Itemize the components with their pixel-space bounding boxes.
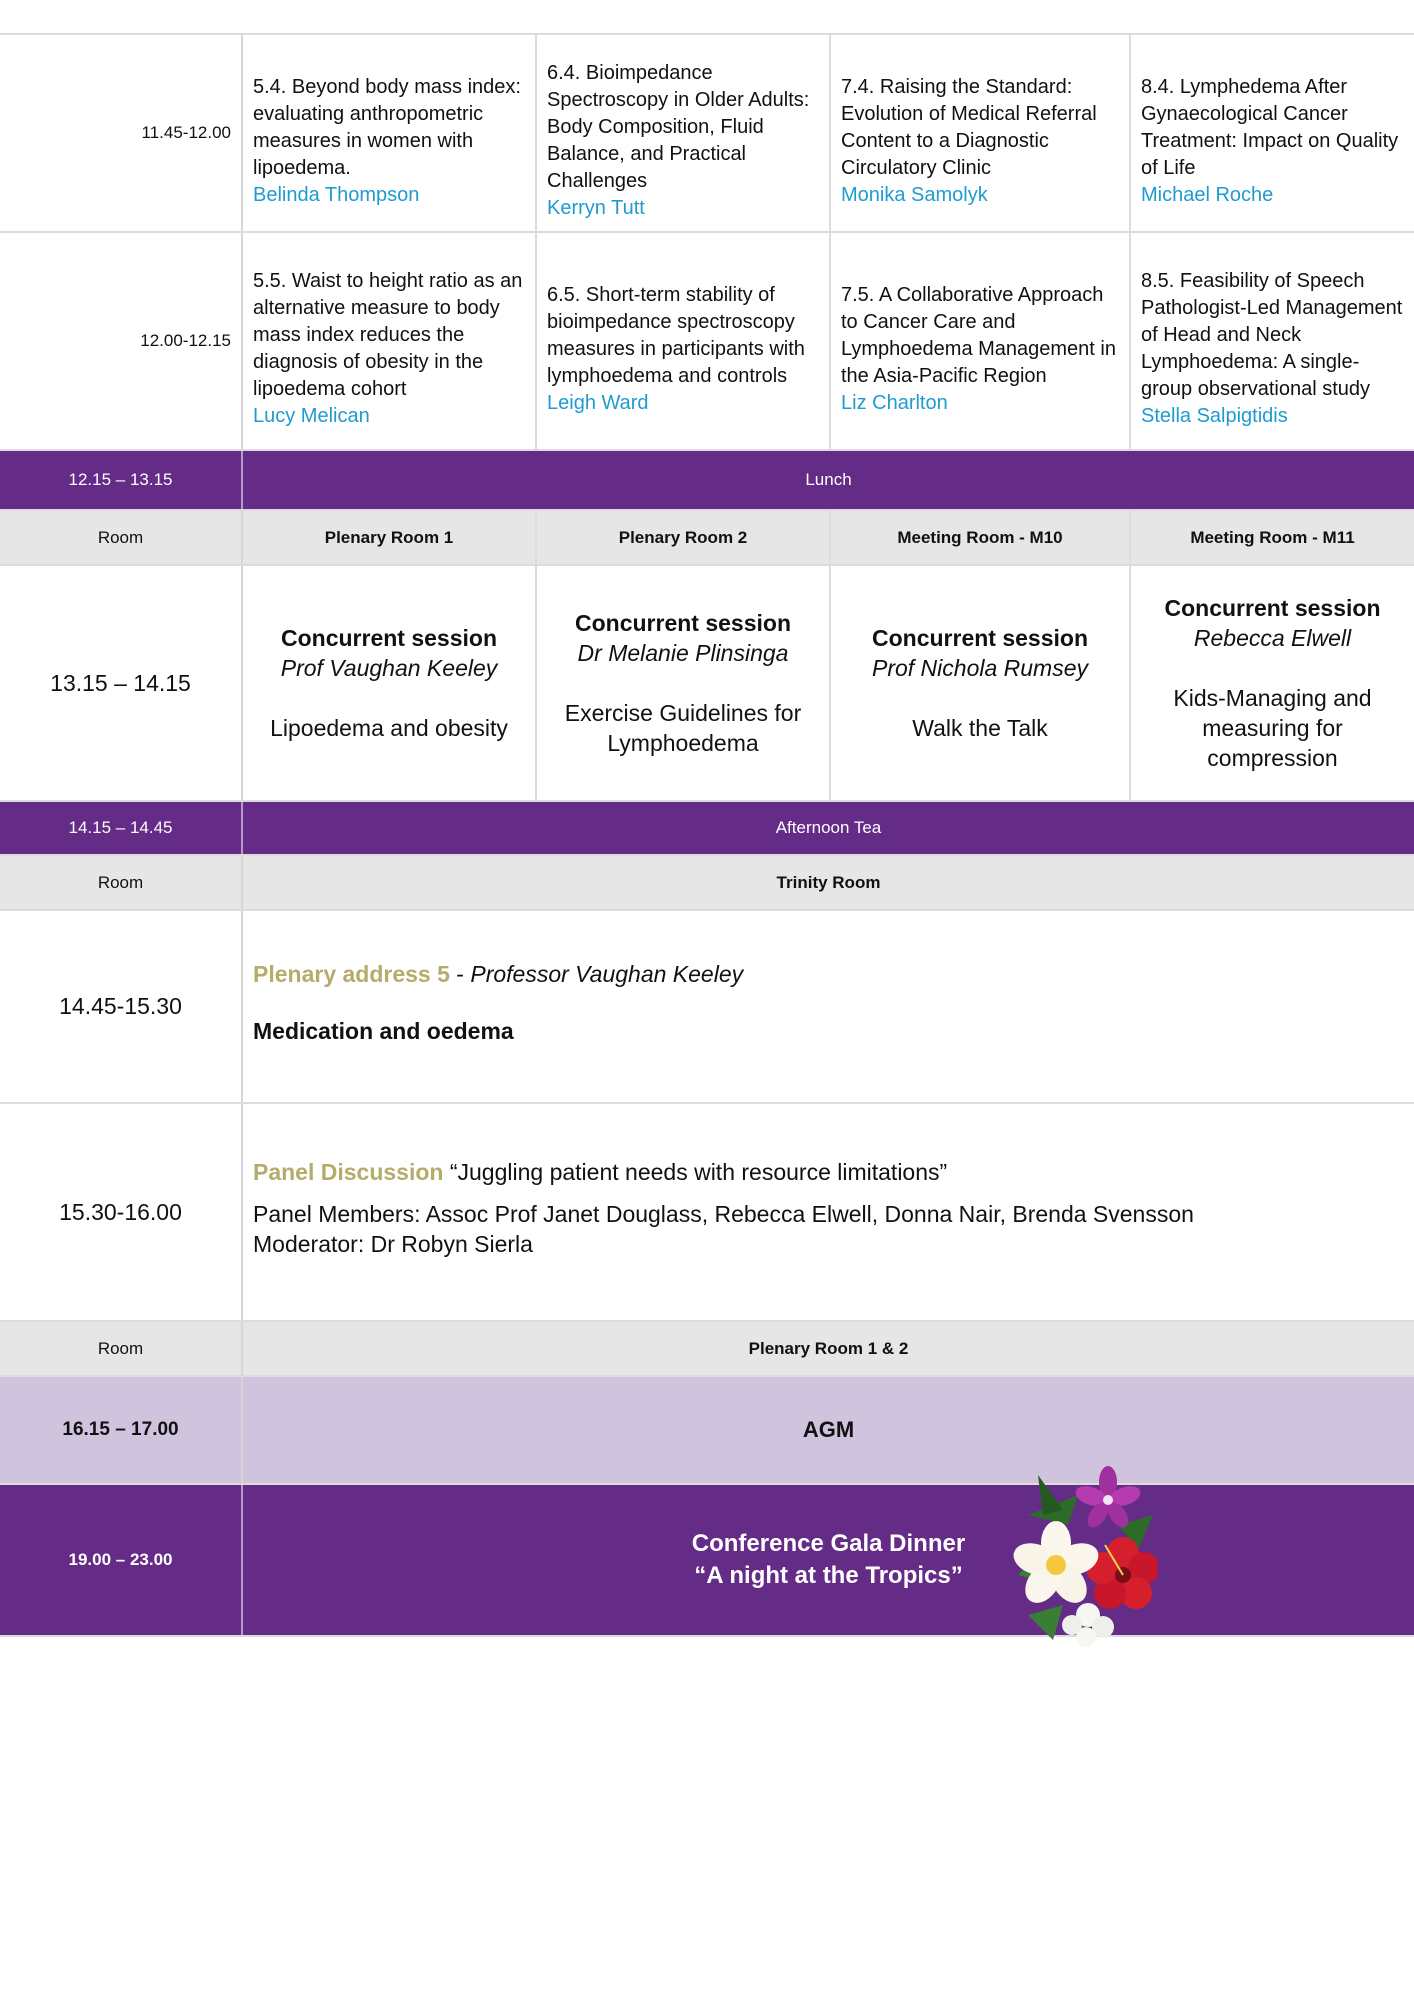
time-cell: 15.30-16.00 (0, 1104, 243, 1320)
session-cell (243, 35, 537, 231)
concurrent-cell (537, 566, 831, 800)
session-topic: Kids-Managing and measuring for compression (1173, 685, 1372, 771)
agm-row (0, 1377, 1414, 1485)
panel-quote: “Juggling patient needs with resource limitations” (443, 1159, 948, 1185)
gala-cell (243, 1485, 1414, 1635)
talk-title: 6.5. Short-term stability of bioimpedance spectroscopy measures in participants with lymphoedema and controls (547, 283, 805, 387)
speaker-name: Monika Samolyk (841, 183, 988, 206)
room-header-row (0, 856, 1414, 911)
gala-subtitle: “A night at the Tropics” (694, 1562, 963, 1589)
speaker-name: Lucy Melican (253, 405, 370, 427)
gala-row (0, 1485, 1414, 1637)
session-cell (831, 35, 1131, 231)
panel-members: Panel Members: Assoc Prof Janet Douglass, Rebecca Elwell, Donna Nair, Brenda Svensson (253, 1201, 1194, 1227)
room-name: Plenary Room 1 & 2 (748, 1338, 909, 1358)
session-cell (537, 233, 831, 449)
room-name: Plenary Room 2 (537, 511, 831, 564)
speaker-name: Liz Charlton (841, 391, 948, 414)
session-cell (243, 233, 537, 449)
talk-row-1145 (0, 33, 1414, 233)
session-cell (1131, 233, 1414, 449)
room-label: Room (0, 1322, 243, 1375)
time-cell: 19.00 – 23.00 (0, 1485, 243, 1635)
concurrent-cell (1131, 566, 1414, 800)
session-topic: Walk the Talk (912, 715, 1048, 741)
speaker-name: Belinda Thompson (253, 183, 420, 206)
lunch-bar (0, 451, 1414, 511)
panel-label: Panel Discussion (253, 1159, 444, 1185)
talk-title: 8.5. Feasibility of Speech Pathologist-Led Management of Head and Neck Lymphoedema: A single-group observational study (1141, 270, 1403, 400)
speaker-name: Stella Salpigtidis (1141, 405, 1288, 427)
room-header-row (0, 511, 1414, 566)
concurrent-cell (831, 566, 1131, 800)
plenary-label: Plenary address 5 (253, 961, 450, 987)
break-label: Afternoon Tea (775, 818, 882, 837)
program-schedule (0, 33, 1414, 1637)
room-name: Meeting Room - M10 (831, 511, 1131, 564)
talk-title: 5.5. Waist to height ratio as an alternative measure to body mass index reduces the diagnosis of obesity in the lipoedema cohort (253, 270, 523, 400)
session-cell (537, 35, 831, 231)
concurrent-row (0, 566, 1414, 802)
plenary-title: Medication and oedema (253, 1018, 514, 1044)
time-cell: 12.15 – 13.15 (0, 451, 243, 509)
time-cell: 16.15 – 17.00 (0, 1377, 243, 1483)
room-name: Trinity Room (776, 872, 881, 892)
tropical-flowers-image (1008, 1455, 1158, 1655)
time-cell: 11.45-12.00 (0, 35, 243, 231)
chair-name: Dr Melanie Plinsinga (577, 640, 789, 666)
time-cell: 14.45-15.30 (0, 911, 243, 1102)
talk-title: 5.4. Beyond body mass index: evaluating anthropometric measures in women with lipoedema. (253, 75, 521, 179)
chair-name: Prof Vaughan Keeley (280, 655, 498, 681)
room-header-row (0, 1322, 1414, 1377)
speaker-name: Michael Roche (1141, 183, 1274, 206)
concurrent-cell (243, 566, 537, 800)
hibiscus-flower (1086, 1537, 1158, 1609)
plenary-row (0, 911, 1414, 1104)
talk-title: 7.4. Raising the Standard: Evolution of Medical Referral Content to a Diagnostic Circulatory Clinic (841, 75, 1097, 179)
panel-moderator: Moderator: Dr Robyn Sierla (253, 1231, 533, 1257)
talk-title: 8.4. Lymphedema After Gynaecological Cancer Treatment: Impact on Quality of Life (1141, 75, 1399, 179)
session-topic: Exercise Guidelines for Lymphoedema (564, 700, 802, 756)
session-topic: Lipoedema and obesity (270, 715, 508, 741)
chair-name: Rebecca Elwell (1193, 625, 1352, 651)
plenary-cell (243, 911, 1414, 1102)
room-label: Room (0, 856, 243, 909)
small-white-flowers (1062, 1603, 1114, 1647)
separator: - (449, 961, 471, 987)
gala-title: Conference Gala Dinner (691, 1530, 966, 1557)
plenary-speaker: Professor Vaughan Keeley (470, 961, 744, 987)
session-title: Concurrent session (872, 625, 1088, 651)
tea-bar (0, 802, 1414, 856)
time-cell: 14.15 – 14.45 (0, 802, 243, 854)
room-name: Plenary Room 1 (243, 511, 537, 564)
panel-row (0, 1104, 1414, 1322)
talk-title: 7.5. A Collaborative Approach to Cancer Care and Lymphoedema Management in the Asia-Pacific Region (841, 283, 1116, 387)
room-name: Meeting Room - M11 (1190, 527, 1355, 547)
talk-title: 6.4. Bioimpedance Spectroscopy in Older Adults: Body Composition, Fluid Balance, and Practical Challenges (547, 62, 810, 192)
room-label: Room (0, 511, 243, 564)
speaker-name: Leigh Ward (547, 391, 649, 414)
frangipani-flower (1009, 1521, 1102, 1610)
speaker-name: Kerryn Tutt (547, 197, 645, 219)
time-cell: 13.15 – 14.15 (0, 566, 243, 800)
time-cell: 12.00-12.15 (0, 233, 243, 449)
session-cell (1131, 35, 1414, 231)
session-cell (831, 233, 1131, 449)
chair-name: Prof Nichola Rumsey (871, 655, 1089, 681)
talk-row-1200 (0, 233, 1414, 451)
session-title: Concurrent session (281, 625, 497, 651)
session-title: Concurrent session (1164, 595, 1381, 621)
agm-label: AGM (802, 1417, 855, 1442)
session-title: Concurrent session (575, 610, 791, 636)
break-label: Lunch (805, 470, 852, 489)
panel-cell (243, 1104, 1414, 1320)
